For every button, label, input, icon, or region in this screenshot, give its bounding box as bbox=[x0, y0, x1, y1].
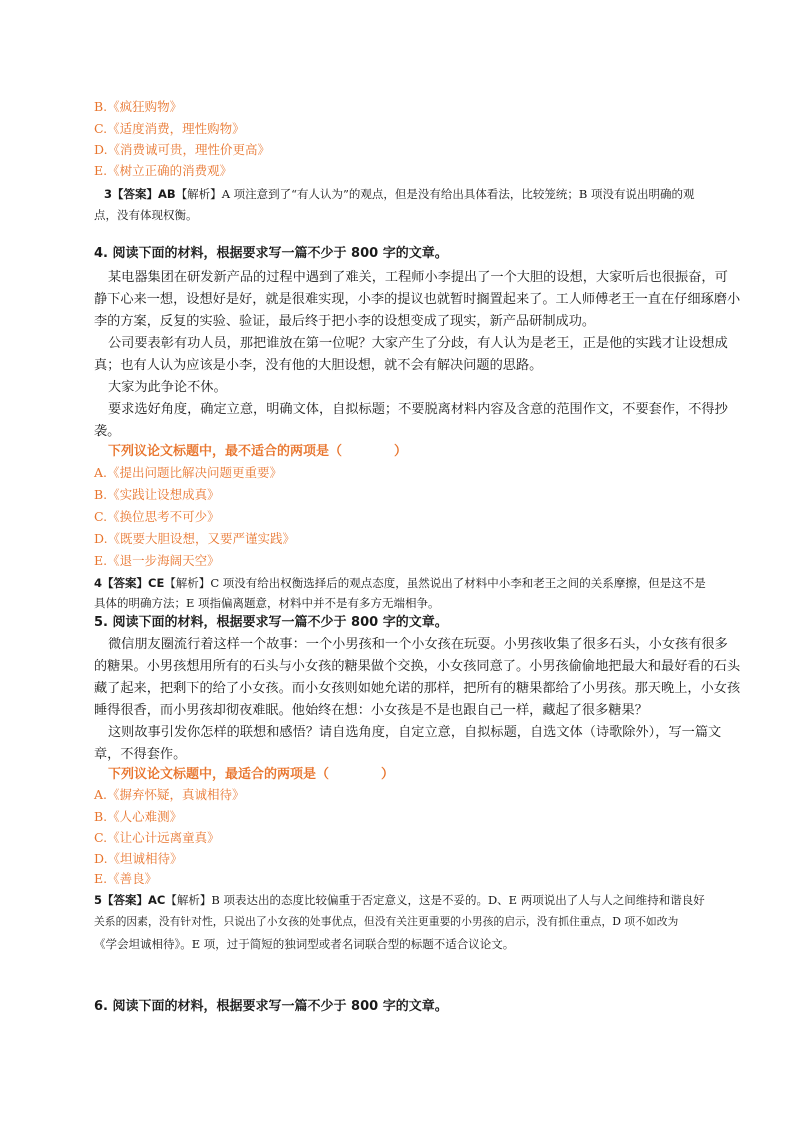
q4-option-c: C.《换位思考不可少》 bbox=[94, 509, 220, 524]
q5-option-c: C.《让心计远离童真》 bbox=[94, 830, 220, 845]
answer-value: CE bbox=[148, 576, 165, 590]
q4-answer bbox=[94, 572, 714, 594]
q4-para2-line1: 公司要表彰有功人员，那把谁放在第一位呢？大家产生了分歧，有人认为是老王，正是他的实践才让设想成 bbox=[108, 336, 728, 351]
analysis-tag: 【解析】 bbox=[175, 187, 222, 201]
q4-para1-line2: 静下心来一想，设想好是好，就是很难实现，小李的提议也就暂时搁置起来了。工人师傅老王一直在仔细琢磨小 bbox=[94, 292, 741, 307]
q3-option-d: D.《消费诚可贵，理性价更高》 bbox=[94, 142, 271, 157]
q5-analysis-cont1: 关系的因素，没有针对性，只说出了小女孩的处事优点，但没有关注更重要的小男孩的启示，没有抓住重点，D 项不如改为 bbox=[94, 915, 679, 928]
q4-title: 4. 阅读下面的材料，根据要求写一篇不少于 800 字的文章。 bbox=[94, 246, 448, 261]
answer-tag: 【答案】 bbox=[102, 893, 149, 907]
q3-option-c: C.《适度消费，理性购物》 bbox=[94, 121, 245, 136]
answer-number: 5 bbox=[94, 893, 103, 907]
q4-para1-line3: 李的方案，反复的实验、验证，最后终于把小李的设想变成了现实，新产品研制成功。 bbox=[94, 314, 596, 329]
q5-para2-line2: 章，不得套作。 bbox=[94, 747, 187, 762]
q5-title: 5. 阅读下面的材料，根据要求写一篇不少于 800 字的文章。 bbox=[94, 615, 448, 630]
q3-answer bbox=[104, 183, 714, 205]
answer-number: 4 bbox=[94, 576, 103, 590]
analysis-text: B 项表达出的态度比较偏重于否定意义，这是不妥的。D、E 两项说出了人与人之间维持和谐良好 bbox=[211, 893, 705, 907]
q5-analysis-cont2: 《学会坦诚相待》。E 项，过于简短的独词型或者名词联合型的标题不适合议论文。 bbox=[94, 937, 515, 951]
answer-value: AC bbox=[148, 893, 166, 907]
answer-tag: 【答案】 bbox=[112, 187, 159, 201]
q4-option-b: B.《实践让设想成真》 bbox=[94, 487, 220, 502]
q3-option-e: E.《树立正确的消费观》 bbox=[94, 163, 233, 178]
q5-para1-line2: 的糖果。小男孩想用所有的石头与小女孩的糖果做个交换，小女孩同意了。小男孩偷偷地把最大和最好看的石头 bbox=[94, 659, 741, 674]
q5-option-d: D.《坦诚相待》 bbox=[94, 851, 183, 866]
q4-option-d: D.《既要大胆设想，又要严谨实践》 bbox=[94, 531, 296, 546]
q4-para4-line1: 要求选好角度，确定立意，明确文体，自拟标题；不要脱离材料内容及含意的范围作文，不要套作，不得抄 bbox=[108, 402, 728, 417]
q4-prompt: 下列议论文标题中，最不适合的两项是（ ） bbox=[108, 444, 408, 459]
q5-option-e: E.《善良》 bbox=[94, 871, 158, 886]
analysis-tag: 【解析】 bbox=[164, 576, 211, 590]
answer-number: 3 bbox=[104, 187, 113, 201]
q3-option-b: B.《疯狂购物》 bbox=[94, 99, 183, 114]
q6-title: 6. 阅读下面的材料，根据要求写一篇不少于 800 字的文章。 bbox=[94, 999, 448, 1014]
answer-tag: 【答案】 bbox=[102, 576, 149, 590]
q3-analysis-cont: 点，没有体现权衡。 bbox=[94, 208, 198, 222]
q5-option-b: B.《人心难测》 bbox=[94, 809, 183, 824]
analysis-text: A 项注意到了“有人认为”的观点，但是没有给出具体看法，比较笼统；B 项没有说出明确的观 bbox=[221, 187, 695, 201]
analysis-tag: 【解析】 bbox=[165, 893, 212, 907]
answer-value: AB bbox=[158, 187, 176, 201]
q5-prompt: 下列议论文标题中，最适合的两项是（ ） bbox=[108, 767, 395, 782]
analysis-text: C 项没有给出权衡选择后的观点态度，虽然说出了材料中小李和老王之间的关系摩擦，但是这不是 bbox=[210, 576, 706, 590]
q4-para1-line1: 某电器集团在研发新产品的过程中遇到了难关，工程师小李提出了一个大胆的设想，大家听后也很振奋，可 bbox=[108, 270, 728, 285]
q4-para2-line2: 真；也有人认为应该是小李，没有他的大胆设想，就不会有解决问题的思路。 bbox=[94, 358, 543, 373]
q5-para1-line4: 睡得很香，而小男孩却彻夜难眠。他始终在想：小女孩是不是也跟自己一样，藏起了很多糖果？ bbox=[94, 703, 648, 718]
q4-para3: 大家为此争论不休。 bbox=[108, 380, 227, 395]
q5-option-a: A.《摒弃怀疑，真诚相待》 bbox=[94, 787, 245, 802]
q5-answer bbox=[94, 889, 714, 911]
q4-para4-line2: 袭。 bbox=[94, 424, 121, 439]
q5-para2-line1: 这则故事引发你怎样的联想和感悟？请自选角度，自定立意，自拟标题，自选文体（诗歌除外），写一篇文 bbox=[108, 725, 722, 740]
q4-option-a: A.《提出问题比解决问题更重要》 bbox=[94, 465, 283, 480]
q5-para1-line1: 微信朋友圈流行着这样一个故事：一个小男孩和一个小女孩在玩耍。小男孩收集了很多石头，小女孩有很多 bbox=[108, 637, 728, 652]
q4-analysis-cont: 具体的明确方法；E 项指偏离题意，材料中并不是有多方无端相争。 bbox=[94, 596, 440, 610]
q5-para1-line3: 藏了起来，把剩下的给了小女孩。而小女孩则如她允诺的那样，把所有的糖果都给了小男孩。那天晚上，小女孩 bbox=[94, 681, 741, 696]
q4-option-e: E.《退一步海阔天空》 bbox=[94, 553, 220, 568]
